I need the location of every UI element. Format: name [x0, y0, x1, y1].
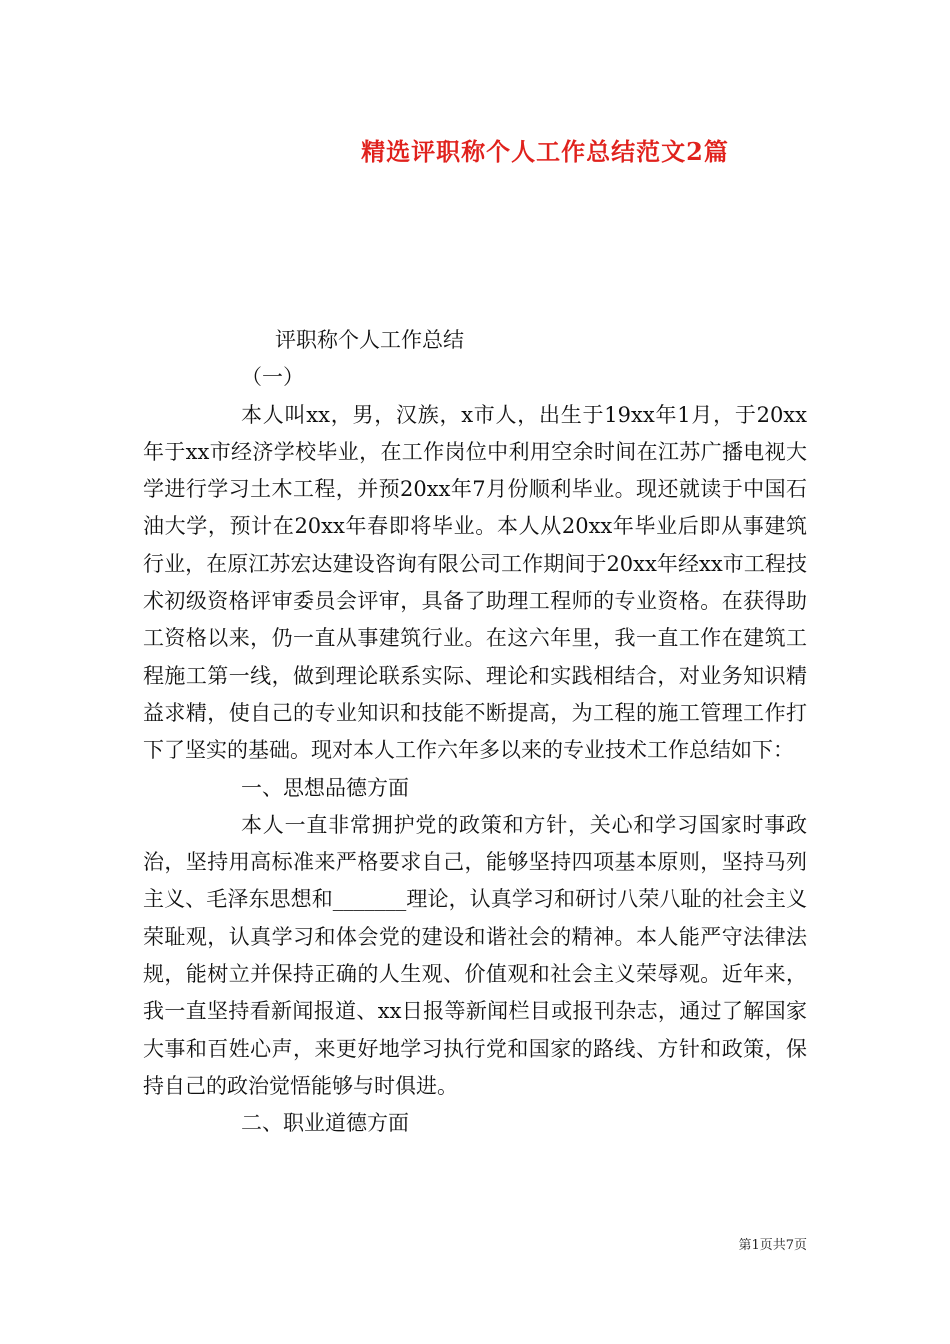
heading-ideology-morality: 一、思想品德方面	[241, 775, 409, 800]
part-label: （一）	[241, 365, 304, 390]
document-body	[143, 322, 807, 1143]
paragraph-introduction: 本人叫xx，男，汉族，x市人，出生于19xx年1月，于20xx年于xx市经济学校毕业，在工作岗位中利用空余时间在江苏广播电视大学进行学习土木工程，并预20xx年7月份顺利毕业。现还就读于中国石油大学，预计在20xx年春即将毕业。本人从20xx年毕业后即从事建筑行业，在原江苏宏达建设咨询有限公司工作期间于20xx年经xx市工程技术初级资格评审委员会评审，具备了助理工程师的专业资格。在获得助工资格以来，仍一直从事建筑行业。在这六年里，我一直工作在建筑工程施工第一线，做到理论联系实际、理论和实践相结合，对业务知识精益求精，使自己的专业知识和技能不断提高，为工程的施工管理工作打下了坚实的基础。现对本人工作六年多以来的专业技术工作总结如下：	[143, 402, 807, 763]
section-subtitle: 评职称个人工作总结	[275, 328, 464, 352]
heading-professional-ethics: 二、职业道德方面	[241, 1111, 409, 1136]
page-indicator: 第1页共7页	[738, 1238, 807, 1253]
document-title: 精选评职称个人工作总结范文2篇	[361, 137, 729, 166]
paragraph-ideology-morality: 本人一直非常拥护党的政策和方针，关心和学习国家时事政治，坚持用高标准来严格要求自己，能够坚持四项基本原则，坚持马列主义、毛泽东思想和_______理论，认真学习和研讨八荣八耻的社会主义荣耻观，认真学习和体会党的建设和谐社会的精神。本人能严守法律法规，能树立并保持正确的人生观、价值观和社会主义荣辱观。近年来，我一直坚持看新闻报道、xx日报等新闻栏目或报刊杂志，通过了解国家大事和百姓心声，来更好地学习执行党和国家的路线、方针和政策，保持自己的政治觉悟能够与时俱进。	[143, 812, 807, 1098]
